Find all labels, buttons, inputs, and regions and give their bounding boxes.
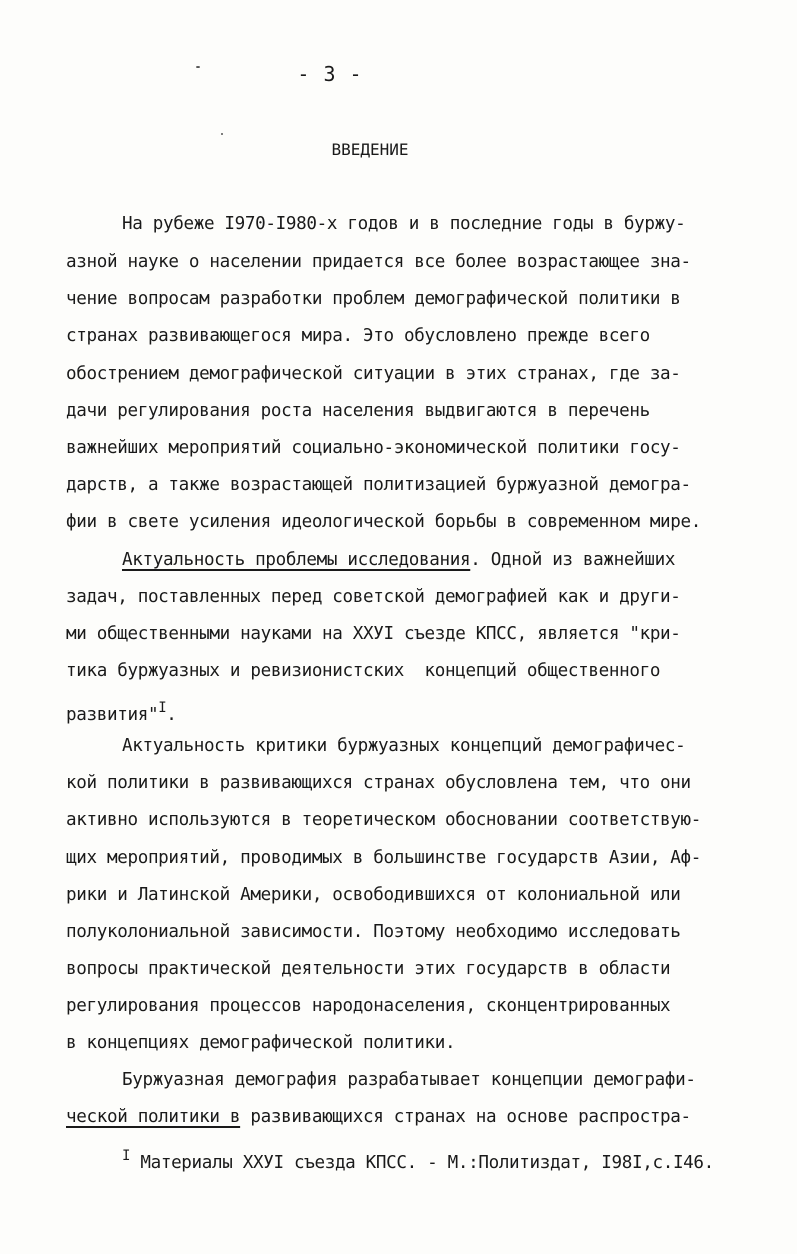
text-line: Актуальность критики буржуазных концепций демографичес- bbox=[122, 736, 686, 756]
text-line: вопросы практической деятельности этих государств в области bbox=[66, 959, 671, 979]
text-line: азной науке о населении придается все более возрастающее зна- bbox=[66, 252, 691, 272]
text-line bbox=[66, 1107, 691, 1127]
text-line: важнейших мероприятий социально-экономической политики госу- bbox=[66, 438, 681, 458]
text-line: полуколониальной зависимости. Поэтому необходимо исследовать bbox=[66, 922, 681, 942]
text-fragment: развивающихся странах на основе распростра- bbox=[240, 1107, 691, 1127]
text-line: обострением демографической ситуации в этих странах, где за- bbox=[66, 364, 681, 384]
text-line: фии в свете усиления идеологической борьбы в современном мире. bbox=[66, 512, 702, 532]
text-line: дачи регулирования роста населения выдвигаются в перечень bbox=[66, 401, 650, 421]
text-line: кой политики в развивающихся странах обусловлена тем, что они bbox=[66, 773, 691, 793]
text-fragment: развития" bbox=[66, 705, 159, 725]
footnote-text: Материалы ХХУI съезда КПСС. - М.:Политиздат, I98I,с.I46. bbox=[130, 1153, 714, 1173]
text-line bbox=[66, 698, 177, 725]
underlined-phrase: ческой политики в bbox=[66, 1107, 241, 1127]
text-line bbox=[122, 550, 675, 570]
footnote bbox=[122, 1148, 714, 1173]
text-line: чение вопросам разработки проблем демографической политики в bbox=[66, 289, 681, 309]
text-line: Буржуазная демография разрабатывает концепции демографи- bbox=[122, 1070, 696, 1090]
section-heading: ВВЕДЕНИЕ bbox=[331, 140, 409, 159]
footnote-marker: I bbox=[122, 1148, 131, 1164]
text-line: дарств, а также возрастающей политизацией буржуазной демогра- bbox=[66, 475, 691, 495]
text-line: регулирования процессов народонаселения, сконцентрированных bbox=[66, 996, 671, 1016]
text-line: в концепциях демографической политики. bbox=[66, 1033, 456, 1053]
text-line: задач, поставленных перед советской демографией как и други- bbox=[66, 587, 681, 607]
text-line: щих мероприятий, проводимых в большинстве государств Азии, Аф- bbox=[66, 848, 702, 868]
text-line: тика буржуазных и ревизионистских концепций общественного bbox=[66, 661, 661, 681]
scan-speck bbox=[221, 133, 223, 135]
text-line: странах развивающегося мира. Это обусловлено прежде всего bbox=[66, 326, 650, 346]
page-number: - 3 - bbox=[297, 62, 363, 86]
underlined-phrase: Актуальность проблемы исследования bbox=[122, 550, 471, 570]
text-fragment: . Одной из важнейших bbox=[470, 550, 676, 570]
footnote-marker: I bbox=[158, 700, 167, 716]
text-line: На рубеже I970-I980-х годов и в последние годы в буржу- bbox=[122, 214, 686, 234]
scan-speck bbox=[196, 66, 200, 68]
text-line: рики и Латинской Америки, освободившихся от колониальной или bbox=[66, 885, 681, 905]
text-fragment: . bbox=[166, 705, 177, 725]
text-line: активно используются в теоретическом обосновании соответствую- bbox=[66, 810, 702, 830]
text-line: ми общественными науками на ХХУI съезде КПСС, является "кри- bbox=[66, 624, 681, 644]
